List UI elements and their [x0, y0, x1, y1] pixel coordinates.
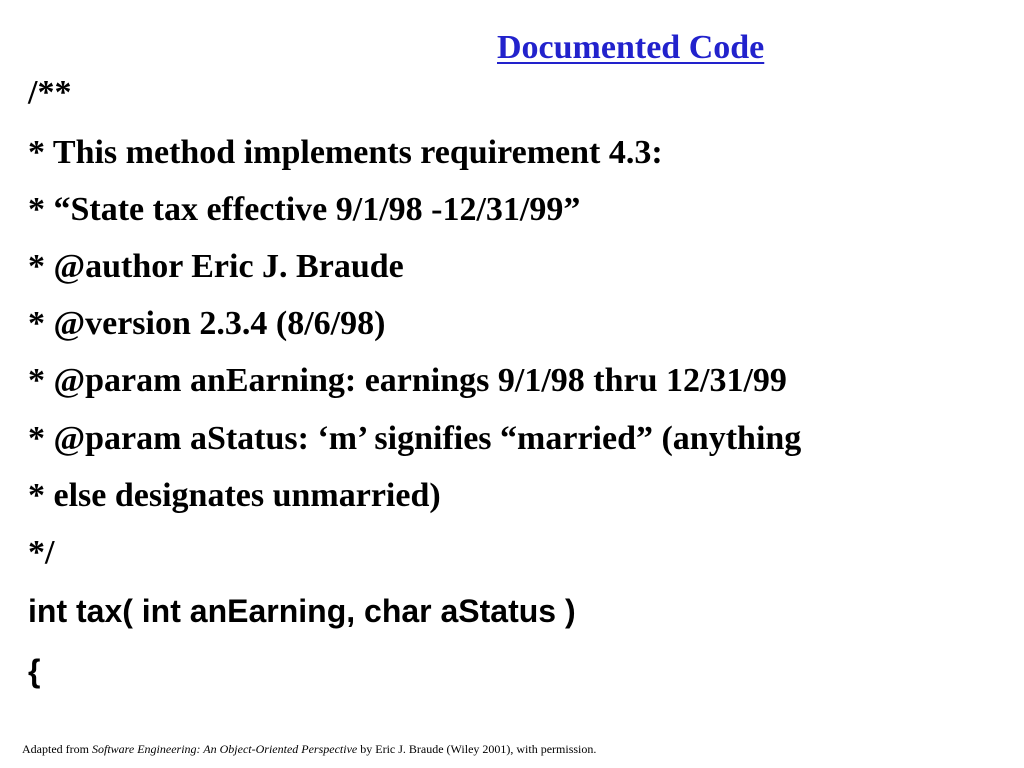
comment-line-requirement: * This method implements requirement 4.3:: [28, 134, 663, 171]
comment-line-author: * @author Eric J. Braude: [28, 248, 404, 285]
footer-suffix: by Eric J. Braude (Wiley 2001), with permission.: [357, 742, 597, 756]
comment-line-param-status: * @param aStatus: ‘m’ signifies “married” (anything: [28, 420, 802, 457]
attribution-footer: [22, 741, 596, 757]
comment-close: */: [28, 534, 55, 571]
comment-line-version: * @version 2.3.4 (8/6/98): [28, 305, 386, 342]
method-signature: int tax( int anEarning, char aStatus ): [28, 593, 576, 629]
footer-prefix: Adapted from: [22, 742, 92, 756]
opening-brace: {: [28, 653, 41, 689]
comment-line-else: * else designates unmarried): [28, 477, 441, 514]
footer-book-title: Software Engineering: An Object-Oriented Perspective: [91, 742, 358, 756]
comment-line-state-tax: * “State tax effective 9/1/98 -12/31/99”: [28, 191, 581, 228]
comment-open: /**: [28, 74, 72, 111]
slide-title: Documented Code: [497, 29, 765, 66]
comment-line-param-earning: * @param anEarning: earnings 9/1/98 thru 12/31/99: [28, 362, 787, 399]
